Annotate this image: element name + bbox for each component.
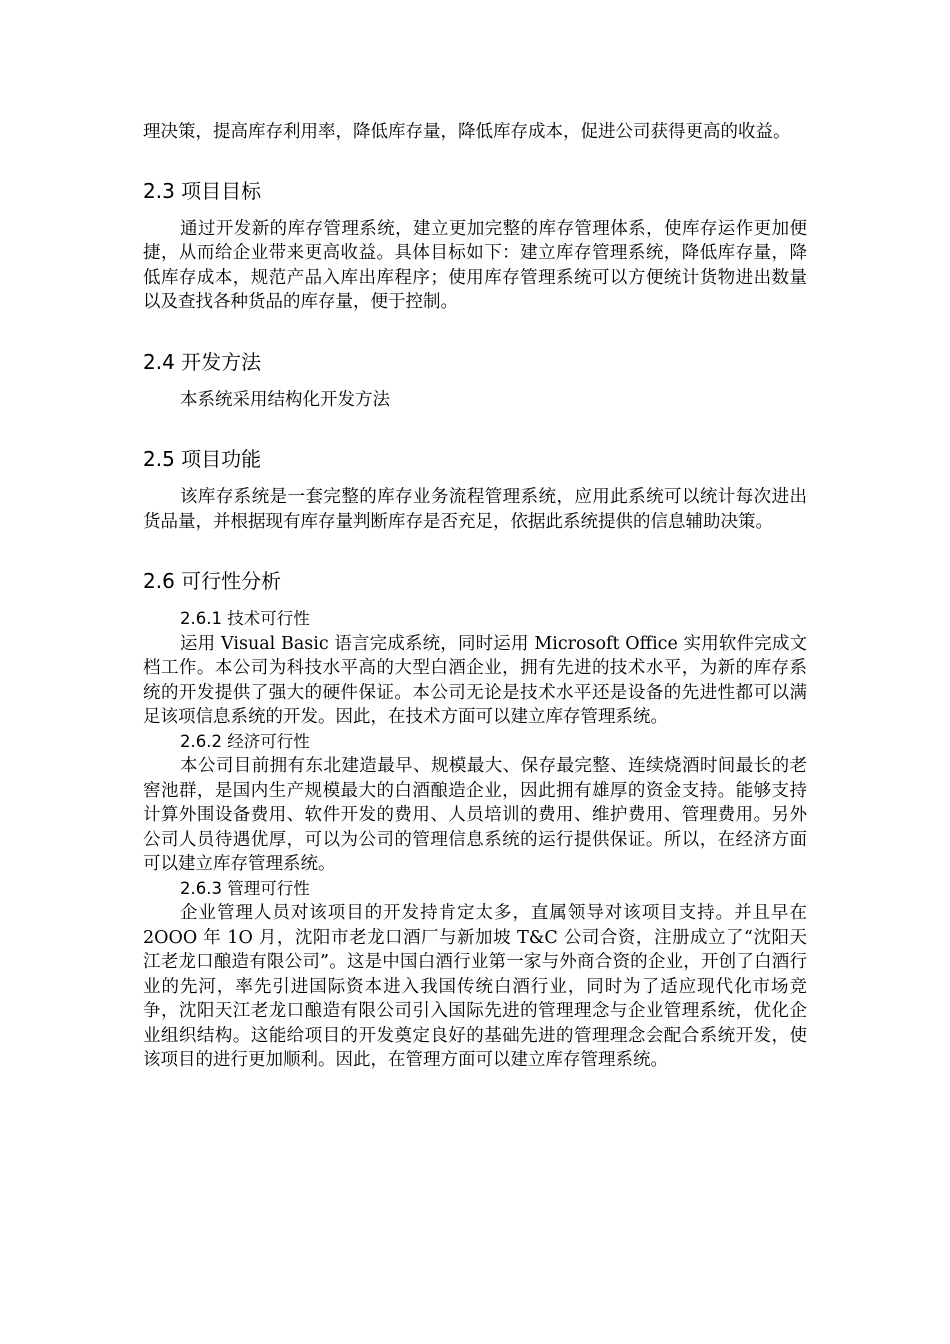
section-heading-2-3: 2.3 项目目标 [143, 178, 262, 203]
section-heading-2-4: 2.4 开发方法 [143, 349, 262, 374]
subsection-heading-2-6-3: 2.6.3 管理可行性 [180, 878, 310, 898]
subsection-heading-2-6-2: 2.6.2 经济可行性 [180, 731, 310, 751]
section-paragraph-2-4: 本系统采用结构化开发方法 [180, 389, 390, 410]
subsection-paragraph-2-6-3: 企业管理人员对该项目的开发持肯定太多，直属领导对该项目支持。并且早在 2OOO 年 1O 月，沈阳市老龙口酒厂与新加坡 T&C 公司合资，注册成立了“沈阳天江老龙口酿造有限公司”。这是中国白酒行业第一家与外商合资的企业，开创了白酒行业的先河，率先引进国际资本进入我国传统白酒行业，同时为了适应现代化市场竞争，沈阳天江老龙口酿造有限公司引入国际先进的管理理念与企业管理系统，优化企业组织结构。这能给项目的开发奠定良好的基础先进的管理理念会配合系统开发，使该项目的进行更加顺利。因此，在管理方面可以建立库存管理系统。 [143, 903, 807, 1070]
section-heading-2-5: 2.5 项目功能 [143, 447, 262, 471]
subsection-heading-2-6-1: 2.6.1 技术可行性 [180, 609, 310, 628]
section-paragraph-2-5: 该库存系统是一套完整的库存业务流程管理系统，应用此系统可以统计每次进出货品量，并根据现有库存量判断库存是否充足，依据此系统提供的信息辅助决策。 [143, 487, 807, 532]
section-paragraph-2-3: 通过开发新的库存管理系统，建立更加完整的库存管理体系，使库存运作更加便捷，从而给企业带来更高收益。具体目标如下：建立库存管理系统，降低库存量，降低库存成本，规范产品入库出库程序；使用库存管理系统可以方便统计货物进出数量以及查找各种货品的库存量，便于控制。 [143, 218, 807, 312]
subsection-paragraph-2-6-2: 本公司目前拥有东北建造最早、规模最大、保存最完整、连续烧酒时间最长的老窖池群，是国内生产规模最大的白酒酿造企业，因此拥有雄厚的资金支持。能够支持计算外围设备费用、软件开发的费用、人员培训的费用、维护费用、管理费用。另外公司人员待遇优厚，可以为公司的管理信息系统的运行提供保证。所以，在经济方面可以建立库存管理系统。 [143, 756, 807, 874]
document-page [143, 120, 807, 1073]
intro-paragraph: 理决策，提高库存利用率，降低库存量，降低库存成本，促进公司获得更高的收益。 [143, 122, 791, 142]
subsection-paragraph-2-6-1: 运用 Visual Basic 语言完成系统，同时运用 Microsoft Office 实用软件完成文档工作。本公司为科技水平高的大型白酒企业，拥有先进的技术水平，为新的库存系统的开发提供了强大的硬件保证。本公司无论是技术水平还是设备的先进性都可以满足该项信息系统的开发。因此，在技术方面可以建立库存管理系统。 [143, 633, 807, 727]
section-heading-2-6: 2.6 可行性分析 [143, 569, 282, 593]
